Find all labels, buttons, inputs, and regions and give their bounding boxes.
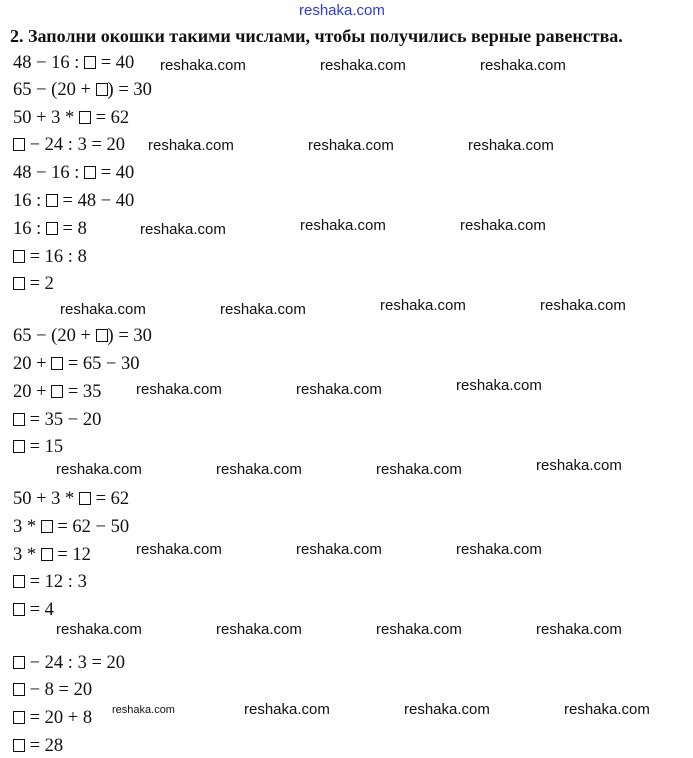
equation-line: 48 − 16 : = 40 xyxy=(13,163,135,183)
answer-box xyxy=(79,492,91,505)
equation-line: 16 : = 8 xyxy=(13,219,87,239)
answer-box xyxy=(13,656,25,669)
equation-line: = 12 : 3 xyxy=(13,572,87,592)
watermark: reshaka.com xyxy=(220,301,306,318)
answer-box xyxy=(41,548,53,561)
answer-box xyxy=(84,166,96,179)
answer-box xyxy=(51,385,63,398)
equation-line: = 15 xyxy=(13,437,63,457)
watermark: reshaka.com xyxy=(480,57,566,74)
equation-line: 20 + = 35 xyxy=(13,382,102,402)
equation-line: − 24 : 3 = 20 xyxy=(13,653,125,673)
watermark: reshaka.com xyxy=(536,621,622,638)
equation-line: 16 : = 48 − 40 xyxy=(13,191,135,211)
watermark: reshaka.com xyxy=(216,621,302,638)
watermark: reshaka.com xyxy=(56,461,142,478)
answer-box xyxy=(13,138,25,151)
answer-box xyxy=(84,56,96,69)
answer-box xyxy=(13,413,25,426)
answer-box xyxy=(96,83,108,96)
watermark: reshaka.com xyxy=(300,217,386,234)
watermark: reshaka.com xyxy=(540,297,626,314)
equation-line: 48 − 16 : = 40 xyxy=(13,53,135,73)
site-watermark-top: reshaka.com xyxy=(299,2,385,19)
equation-line: − 24 : 3 = 20 xyxy=(13,135,125,155)
answer-box xyxy=(46,194,58,207)
equation-line: 20 + = 65 − 30 xyxy=(13,354,140,374)
watermark: reshaka.com xyxy=(216,461,302,478)
equation-line: 50 + 3 * = 62 xyxy=(13,108,130,128)
watermark: reshaka.com xyxy=(296,541,382,558)
equation-line: 65 − (20 + ) = 30 xyxy=(13,326,152,346)
answer-box xyxy=(13,683,25,696)
watermark: reshaka.com xyxy=(468,137,554,154)
watermark: reshaka.com xyxy=(296,381,382,398)
equation-line: = 20 + 8 xyxy=(13,708,92,728)
watermark: reshaka.com xyxy=(376,621,462,638)
answer-box xyxy=(13,575,25,588)
equation-line: = 28 xyxy=(13,736,63,756)
equation-line: = 35 − 20 xyxy=(13,410,101,430)
equation-line: = 2 xyxy=(13,274,54,294)
watermark: reshaka.com xyxy=(456,377,542,394)
equation-line: 3 * = 62 − 50 xyxy=(13,517,130,537)
equation-line: 3 * = 12 xyxy=(13,545,91,565)
answer-box xyxy=(41,520,53,533)
watermark: reshaka.com xyxy=(320,57,406,74)
answer-box xyxy=(13,440,25,453)
answer-box xyxy=(13,711,25,724)
equation-line: − 8 = 20 xyxy=(13,680,92,700)
answer-box xyxy=(13,250,25,263)
answer-box xyxy=(13,739,25,752)
watermark: reshaka.com xyxy=(56,621,142,638)
answer-box xyxy=(79,111,91,124)
answer-box xyxy=(46,222,58,235)
watermark: reshaka.com xyxy=(136,541,222,558)
watermark: reshaka.com xyxy=(380,297,466,314)
watermark: reshaka.com xyxy=(60,301,146,318)
watermark: reshaka.com xyxy=(308,137,394,154)
watermark: reshaka.com xyxy=(536,457,622,474)
answer-box xyxy=(96,329,108,342)
task-title: 2. Заполни окошки такими числами, чтобы получились верные равенства. xyxy=(10,26,623,46)
equation-line: 50 + 3 * = 62 xyxy=(13,489,130,509)
watermark: reshaka.com xyxy=(404,701,490,718)
watermark: reshaka.com xyxy=(112,704,175,716)
watermark: reshaka.com xyxy=(460,217,546,234)
answer-box xyxy=(13,603,25,616)
watermark: reshaka.com xyxy=(136,381,222,398)
watermark: reshaka.com xyxy=(456,541,542,558)
watermark: reshaka.com xyxy=(160,57,246,74)
equation-line: 65 − (20 + ) = 30 xyxy=(13,80,152,100)
watermark: reshaka.com xyxy=(376,461,462,478)
watermark: reshaka.com xyxy=(244,701,330,718)
watermark: reshaka.com xyxy=(564,701,650,718)
watermark: reshaka.com xyxy=(140,221,226,238)
equation-line: = 4 xyxy=(13,600,54,620)
equation-line: = 16 : 8 xyxy=(13,247,87,267)
answer-box xyxy=(13,277,25,290)
answer-box xyxy=(51,357,63,370)
watermark: reshaka.com xyxy=(148,137,234,154)
